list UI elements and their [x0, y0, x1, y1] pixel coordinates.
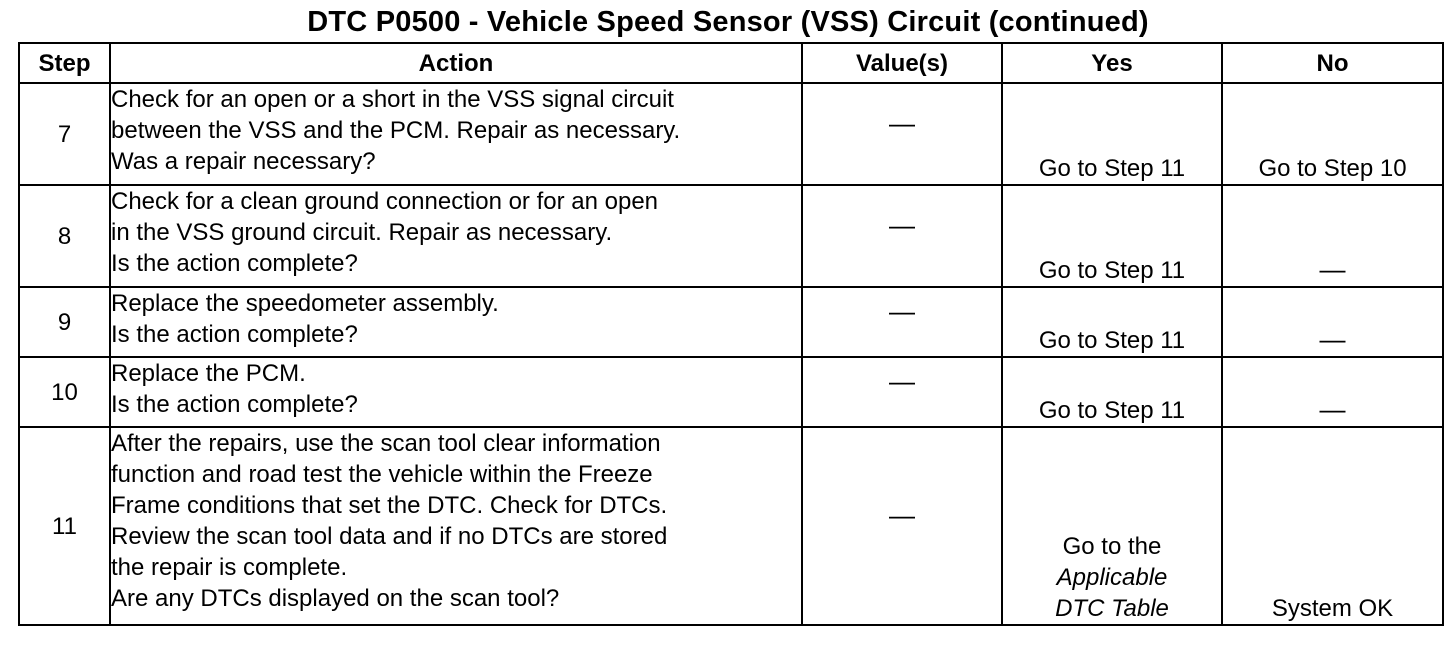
column-header-value: Value(s) [802, 43, 1002, 83]
yes-cell [1002, 357, 1222, 427]
yes-result: Go to Step 11 [1038, 155, 1186, 182]
action-question: Is the action complete? [111, 391, 358, 418]
yes-result: Go to Step 11 [1038, 257, 1186, 284]
action-line: After the repairs, use the scan tool clear information [111, 430, 661, 457]
diagnostic-table [18, 42, 1444, 626]
action-question: Was a repair necessary? [111, 148, 376, 175]
step-number: 9 [19, 287, 110, 357]
column-header-no: No [1222, 43, 1443, 83]
table-row [19, 185, 1443, 287]
no-result: — [1319, 254, 1346, 284]
no-result: — [1319, 324, 1346, 354]
action-line: Replace the speedometer assembly. [111, 290, 499, 317]
action-question: Is the action complete? [111, 250, 358, 277]
action-line: Frame conditions that set the DTC. Check for DTCs. [111, 492, 668, 519]
action-line: function and road test the vehicle within the Freeze [111, 461, 653, 488]
yes-result: Go to Step 11 [1038, 397, 1186, 424]
value-cell [802, 427, 1002, 625]
yes-cell [1002, 427, 1222, 625]
value-dash: — [889, 210, 915, 240]
table-row [19, 357, 1443, 427]
value-cell [802, 185, 1002, 287]
action-line: Check for a clean ground connection or for an open [111, 188, 659, 215]
yes-result: Go to the [1062, 533, 1162, 560]
yes-result-table-name: DTC Table [1055, 595, 1169, 622]
action-cell [110, 185, 802, 287]
action-line: Check for an open or a short in the VSS signal circuit [111, 86, 674, 113]
yes-cell [1002, 287, 1222, 357]
action-line: Review the scan tool data and if no DTCs are stored [111, 523, 668, 550]
action-cell [110, 357, 802, 427]
table-row [19, 287, 1443, 357]
value-dash: — [889, 296, 915, 326]
no-result: — [1319, 394, 1346, 424]
value-dash: — [889, 500, 915, 530]
no-cell [1222, 287, 1443, 357]
value-cell [802, 83, 1002, 185]
action-cell [110, 287, 802, 357]
column-header-step: Step [19, 43, 110, 83]
column-header-yes: Yes [1002, 43, 1222, 83]
column-header-action: Action [110, 43, 802, 83]
action-line: in the VSS ground circuit. Repair as necessary. [111, 219, 613, 246]
yes-cell [1002, 185, 1222, 287]
action-line: Replace the PCM. [111, 360, 306, 387]
action-line: the repair is complete. [111, 554, 348, 581]
value-dash: — [889, 366, 915, 396]
table-row [19, 427, 1443, 625]
table-row [19, 83, 1443, 185]
yes-cell [1002, 83, 1222, 185]
action-cell [110, 83, 802, 185]
action-line: between the VSS and the PCM. Repair as necessary. [111, 117, 681, 144]
step-number: 10 [19, 357, 110, 427]
no-cell [1222, 427, 1443, 625]
yes-result-table-name: Applicable [1056, 564, 1168, 591]
step-number: 11 [19, 427, 110, 625]
no-cell [1222, 83, 1443, 185]
action-question: Are any DTCs displayed on the scan tool? [111, 585, 560, 612]
no-result: Go to Step 10 [1258, 155, 1407, 182]
step-number: 7 [19, 83, 110, 185]
table-header-row [19, 43, 1443, 83]
value-dash: — [889, 108, 915, 138]
yes-result: Go to Step 11 [1038, 327, 1186, 354]
no-result: System OK [1271, 595, 1394, 622]
value-cell [802, 357, 1002, 427]
action-question: Is the action complete? [111, 321, 358, 348]
action-cell [110, 427, 802, 625]
value-cell [802, 287, 1002, 357]
step-number: 8 [19, 185, 110, 287]
no-cell [1222, 185, 1443, 287]
page-title: DTC P0500 - Vehicle Speed Sensor (VSS) Circuit (continued) [307, 6, 1149, 38]
no-cell [1222, 357, 1443, 427]
